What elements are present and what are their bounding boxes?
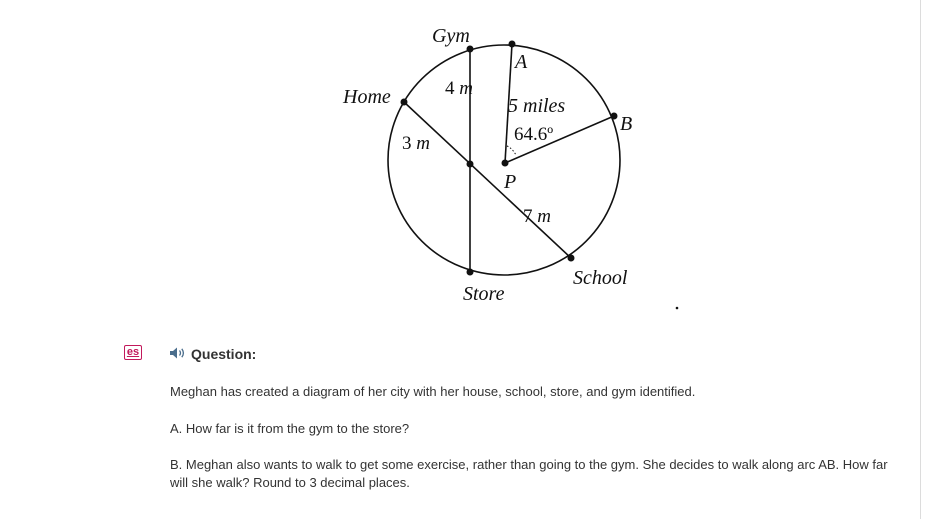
label-school: School bbox=[573, 267, 628, 289]
intersection-point bbox=[467, 161, 474, 168]
label-b: B bbox=[620, 113, 633, 135]
stray-dot bbox=[676, 307, 679, 310]
question-part-a: A. How far is it from the gym to the store? bbox=[170, 421, 410, 436]
point-a bbox=[509, 41, 516, 48]
store-point bbox=[467, 269, 474, 276]
label-a: A bbox=[515, 51, 528, 73]
school-point bbox=[568, 255, 575, 262]
center-point-p bbox=[502, 160, 509, 167]
point-b bbox=[611, 113, 618, 120]
label-home: Home bbox=[343, 86, 391, 108]
question-part-b: B. Meghan also wants to walk to get some exercise, rather than going to the gym. She decides to walk along arc AB. How far will she walk? Round to 3 decimal places. bbox=[170, 457, 888, 490]
angle-arc bbox=[507, 146, 516, 155]
label-radius: 5 miles bbox=[508, 95, 566, 117]
label-p: P bbox=[504, 171, 517, 193]
speaker-icon[interactable] bbox=[169, 346, 187, 360]
label-gym-segment: 4 m bbox=[445, 78, 473, 99]
question-heading: Question: bbox=[191, 346, 257, 362]
label-store: Store bbox=[463, 283, 505, 305]
spanish-language-button[interactable]: es bbox=[124, 345, 142, 360]
question-intro: Meghan has created a diagram of her city with her house, school, store, and gym identified. bbox=[170, 384, 696, 399]
label-home-segment: 3 m bbox=[402, 133, 430, 154]
label-gym: Gym bbox=[432, 25, 470, 47]
home-point bbox=[401, 99, 408, 106]
label-school-segment: 7 m bbox=[523, 206, 551, 227]
label-angle: 64.6º bbox=[514, 124, 554, 145]
